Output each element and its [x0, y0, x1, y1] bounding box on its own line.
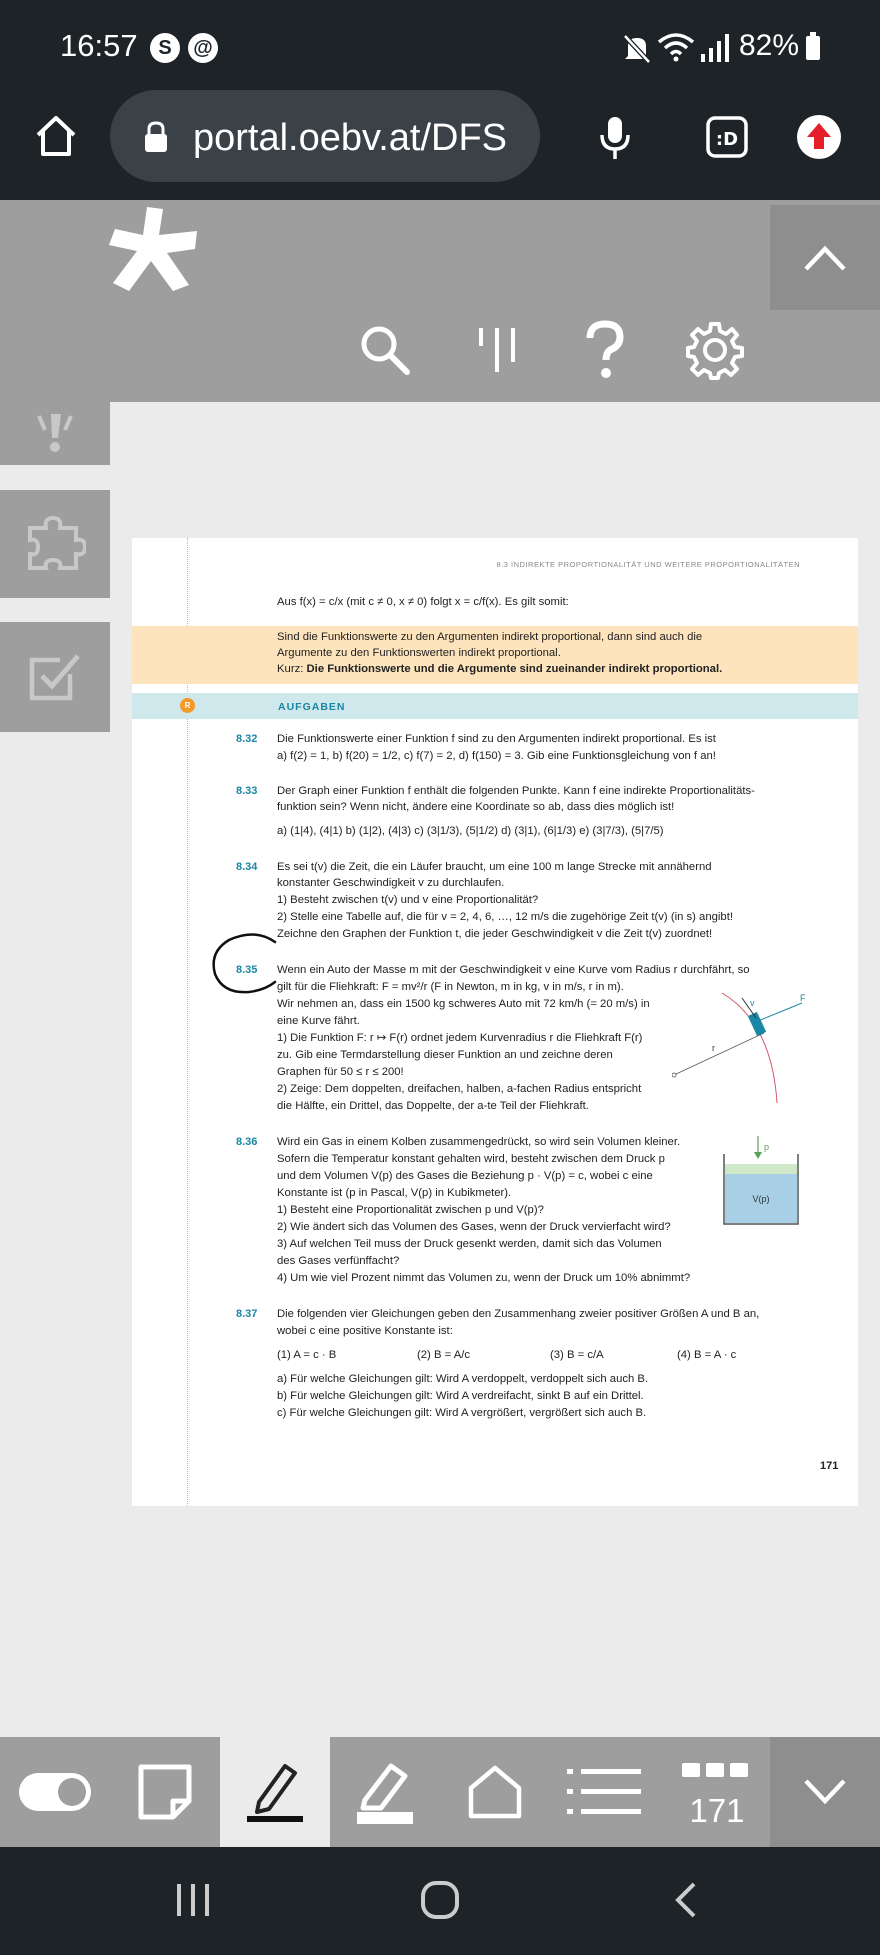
aufgaben-bar [132, 693, 858, 719]
voice-search-button[interactable] [590, 112, 640, 162]
page-indicator: 171 [689, 1792, 745, 1829]
merk-short-label: Kurz: [277, 663, 307, 675]
update-arrow-icon [791, 109, 847, 165]
task-text: 2) Zeige: Dem doppelten, dreifachen, halben, a-fachen Radius entspricht [277, 1083, 642, 1095]
wifi-icon [657, 32, 695, 62]
task-text: 4) Um wie viel Prozent nimmt das Volumen zu, wenn der Druck um 10% abnimmt? [277, 1272, 691, 1284]
equation: (2) B = A/c [417, 1349, 471, 1361]
shape-button[interactable] [440, 1737, 550, 1847]
task-text: Konstante ist (p in Pascal, V(p) in Kubikmeter). [277, 1187, 512, 1199]
merk-statement: Die Funktionswerte und die Argumente sind zueinander indirekt proportional. [306, 663, 723, 675]
figure-label-f: F [800, 993, 806, 1003]
running-head: 8.3 INDIREKTE PROPORTIONALITÄT UND WEITERE PROPORTIONALITÄTEN [496, 560, 800, 569]
note-button[interactable] [110, 1737, 220, 1847]
threads-notification-icon: @ [188, 33, 218, 63]
task-text: Die Funktionswerte einer Funktion f sind zu den Argumenten indirekt proportional. Es ist [277, 733, 716, 745]
battery-icon [806, 36, 820, 60]
home-nav-button[interactable] [400, 1870, 480, 1930]
tabs-button[interactable] [702, 112, 752, 162]
side-tab-exclamation[interactable] [0, 402, 110, 465]
intro-text: Aus f(x) = c/x (mit c ≠ 0, x ≠ 0) folgt x = c/f(x). Es gilt somit: [277, 596, 569, 608]
task-number: 8.34 [236, 861, 258, 873]
task-text: Wir nehmen an, dass ein 1500 kg schweres Auto mit 72 km/h (= 20 m/s) in [277, 998, 650, 1010]
task-text: Graphen für 50 ≤ r ≤ 200! [277, 1066, 404, 1078]
task-text: 2) Wie ändert sich das Volumen des Gases, wenn der Druck vervierfacht wird? [277, 1221, 671, 1233]
exclamation-icon [33, 414, 77, 454]
figure-label-r: r [712, 1043, 715, 1053]
mute-icon [622, 32, 652, 64]
task-text: c) Für welche Gleichungen gilt: Wird A vergrößert, vergrößert sich auch B. [277, 1407, 647, 1419]
figure-label-vp: V(p) [752, 1194, 770, 1204]
task-text: des Gases verfünffacht? [277, 1255, 400, 1267]
home-icon [33, 113, 79, 159]
side-tab-checklist[interactable] [0, 622, 110, 732]
task-text: 1) Die Funktion F: r ↦ F(r) ordnet jedem Kurvenradius r die Fliehkraft F(r) [277, 1032, 643, 1044]
gear-icon [685, 320, 745, 380]
figure-label-p: p [764, 1142, 770, 1152]
task-text: 1) Besteht zwischen t(v) und v eine Proportionalität? [277, 894, 539, 906]
clock: 16:57 [60, 28, 138, 63]
task-text: wobei c eine positive Konstante ist: [277, 1325, 453, 1337]
settings-button[interactable] [680, 315, 750, 385]
merk-line-3 [277, 662, 722, 678]
equation: (4) B = A · c [677, 1349, 737, 1361]
task-text: Der Graph einer Funktion f enthält die folgenden Punkte. Kann f eine indirekte Proportionalitäts- [277, 785, 755, 797]
back-button[interactable] [645, 1870, 725, 1930]
pen-icon [245, 1760, 305, 1824]
equation: (3) B = c/A [550, 1349, 604, 1361]
collapse-bottom-button[interactable] [770, 1737, 880, 1847]
task-text: Sofern die Temperatur konstant gehalten wird, besteht zwischen dem Druck p [277, 1153, 665, 1165]
task-text: 3) Auf welchen Teil muss der Druck gesenkt werden, damit sich das Volumen [277, 1238, 662, 1250]
textbook-page [132, 538, 858, 1506]
task-text: zu. Gib eine Termdarstellung dieser Funktion an und zeichne deren [277, 1049, 613, 1061]
collapse-toolbar-button[interactable] [770, 205, 880, 310]
handwritten-annotation [205, 930, 285, 1000]
side-tab-puzzle[interactable] [0, 490, 110, 598]
task-number: 8.32 [236, 733, 258, 745]
chevron-up-icon [802, 243, 848, 273]
task-text: eine Kurve fährt. [277, 1015, 360, 1027]
page-number: 171 [820, 1460, 839, 1472]
task-text: a) f(2) = 1, b) f(20) = 1/2, c) f(7) = 2, d) f(150) = 3. Gib eine Funktionsgleichung von f an! [277, 750, 716, 762]
lock-icon [142, 120, 170, 154]
task-number: 8.37 [236, 1308, 258, 1320]
aufgaben-heading: AUFGABEN [278, 701, 346, 713]
task-text: b) Für welche Gleichungen gilt: Wird A verdreifacht, sinkt B auf ein Drittel. [277, 1390, 644, 1402]
toggle-button[interactable] [0, 1737, 110, 1847]
table-of-contents-icon [473, 322, 523, 378]
task-number: 8.33 [236, 785, 258, 797]
svg-text::D: :D [715, 129, 739, 150]
tab-switcher-icon [705, 115, 749, 159]
figure-label-v: v [750, 998, 755, 1008]
merk-line-2: Argumente zu den Funktionswerten indirekt proportional. [277, 647, 561, 659]
list-button[interactable] [550, 1737, 660, 1847]
aufgaben-badge: R [180, 698, 195, 713]
app-notification-icon: S [150, 33, 180, 63]
task-text: Es sei t(v) die Zeit, die ein Läufer braucht, um eine 100 m lange Strecke mit annähernd [277, 861, 712, 873]
curve-force-figure [672, 993, 842, 1113]
battery-percent: 82% [739, 29, 800, 62]
task-text: gilt für die Fliehkraft: F = mv²/r (F in Newton, m in kg, v in m/s, r in m). [277, 981, 624, 993]
task-text: a) Für welche Gleichungen gilt: Wird A verdoppelt, verdoppelt sich auch B. [277, 1373, 649, 1385]
help-icon [580, 320, 630, 380]
pen-button[interactable] [220, 1737, 330, 1847]
task-text: funktion sein? Wenn nicht, ändere eine Koordinate so ab, dass dies möglich ist! [277, 801, 675, 813]
help-button[interactable] [570, 315, 640, 385]
task-text: Wenn ein Auto der Masse m mit der Geschwindigkeit v eine Kurve vom Radius r durchfährt, so [277, 964, 750, 976]
task-text: konstanter Geschwindigkeit v zu durchlaufen. [277, 877, 505, 889]
task-number: 8.36 [236, 1136, 258, 1148]
signal-icon [700, 34, 730, 62]
oebv-logo-icon [107, 205, 199, 293]
pentagon-icon [467, 1764, 523, 1820]
task-text: Wird ein Gas in einem Kolben zusammengedrückt, so wird sein Volumen kleiner. [277, 1136, 681, 1148]
task-text: 1) Besteht eine Proportionalität zwischen p und V(p)? [277, 1204, 544, 1216]
puzzle-icon [24, 516, 86, 572]
highlighter-icon [355, 1760, 415, 1824]
merk-line-1: Sind die Funktionswerte zu den Argumenten indirekt proportional, dann sind auch die [277, 631, 703, 643]
task-text: a) (1|4), (4|1) b) (1|2), (4|3) c) (3|1/3), (5|1/2) d) (3|1), (6|1/3) e) (3|7/3), (5|7/5) [277, 825, 664, 837]
task-text: Zeichne den Graphen der Funktion t, die jeder Geschwindigkeit v die Zeit t(v) zuordnet! [277, 928, 713, 940]
list-icon [567, 1767, 643, 1817]
recent-apps-button[interactable] [153, 1870, 233, 1930]
toc-button[interactable] [463, 315, 533, 385]
equation: (1) A = c · B [277, 1349, 337, 1361]
task-text: Die folgenden vier Gleichungen geben den Zusammenhang zweier positiver Größen A und B an, [277, 1308, 760, 1320]
toggle-icon [17, 1769, 93, 1815]
search-icon [357, 322, 413, 378]
note-icon [137, 1763, 193, 1821]
task-text: die Hälfte, ein Drittel, das Doppelte, der a-te Teil der Fliehkraft. [277, 1100, 589, 1112]
task-text: und dem Volumen V(p) des Gases die Beziehung p · V(p) = c, wobei c eine [277, 1170, 653, 1182]
microphone-icon [595, 113, 635, 161]
home-button[interactable] [30, 110, 82, 162]
status-bar [0, 0, 880, 100]
chevron-down-icon [802, 1777, 848, 1807]
page-grid-icon [682, 1761, 748, 1779]
back-chevron-icon [670, 1880, 700, 1920]
url-text[interactable]: portal.oebv.at/DFS [193, 117, 508, 159]
search-button[interactable] [350, 315, 420, 385]
recent-apps-icon [173, 1882, 213, 1918]
task-number: 8.35 [236, 964, 258, 976]
task-text: 2) Stelle eine Tabelle auf, die für v = 2, 4, 6, …, 12 m/s die zugehörige Zeit t(v) (in s) angibt! [277, 911, 733, 923]
piston-figure [722, 1134, 802, 1230]
checkbox-icon [26, 648, 84, 706]
update-button[interactable] [790, 108, 848, 166]
highlighter-button[interactable] [330, 1737, 440, 1847]
home-circle-icon [420, 1880, 460, 1920]
